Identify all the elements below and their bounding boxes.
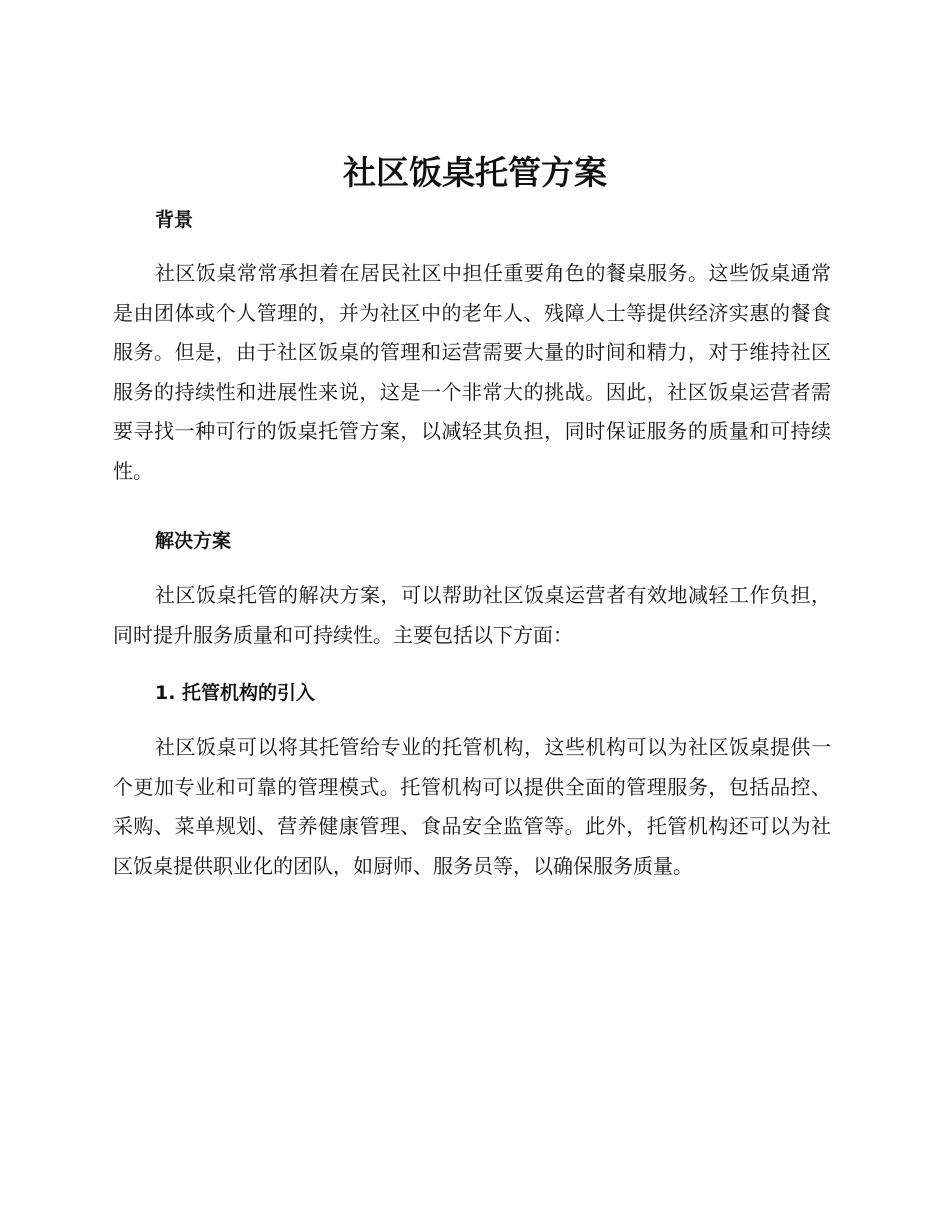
section-heading-custody-agency: 1. 托管机构的引入 <box>155 682 316 704</box>
section-paragraph-solution: 社区饭桌托管的解决方案，可以帮助社区饭桌运营者有效地减轻工作负担，同时提升服务质量和可持续性。主要包括以下方面： <box>113 583 831 647</box>
section-heading-background: 背景 <box>155 209 194 231</box>
document-title: 社区饭桌托管方案 <box>343 153 607 192</box>
section-heading-solution: 解决方案 <box>155 530 232 552</box>
section-paragraph-custody-agency: 社区饭桌可以将其托管给专业的托管机构，这些机构可以为社区饭桌提供一个更加专业和可靠的管理模式。托管机构可以提供全面的管理服务，包括品控、采购、菜单规划、营养健康管理、食品安全监管等。此外，托管机构还可以为社区饭桌提供职业化的团队，如厨师、服务员等，以确保服务质量。 <box>113 735 831 878</box>
section-paragraph-background: 社区饭桌常常承担着在居民社区中担任重要角色的餐桌服务。这些饭桌通常是由团体或个人管理的，并为社区中的老年人、残障人士等提供经济实惠的餐食服务。但是，由于社区饭桌的管理和运营需要大量的时间和精力，对于维持社区服务的持续性和进展性来说，这是一个非常大的挑战。因此，社区饭桌运营者需要寻找一种可行的饭桌托管方案，以减轻其负担，同时保证服务的质量和可持续性。 <box>113 261 831 483</box>
